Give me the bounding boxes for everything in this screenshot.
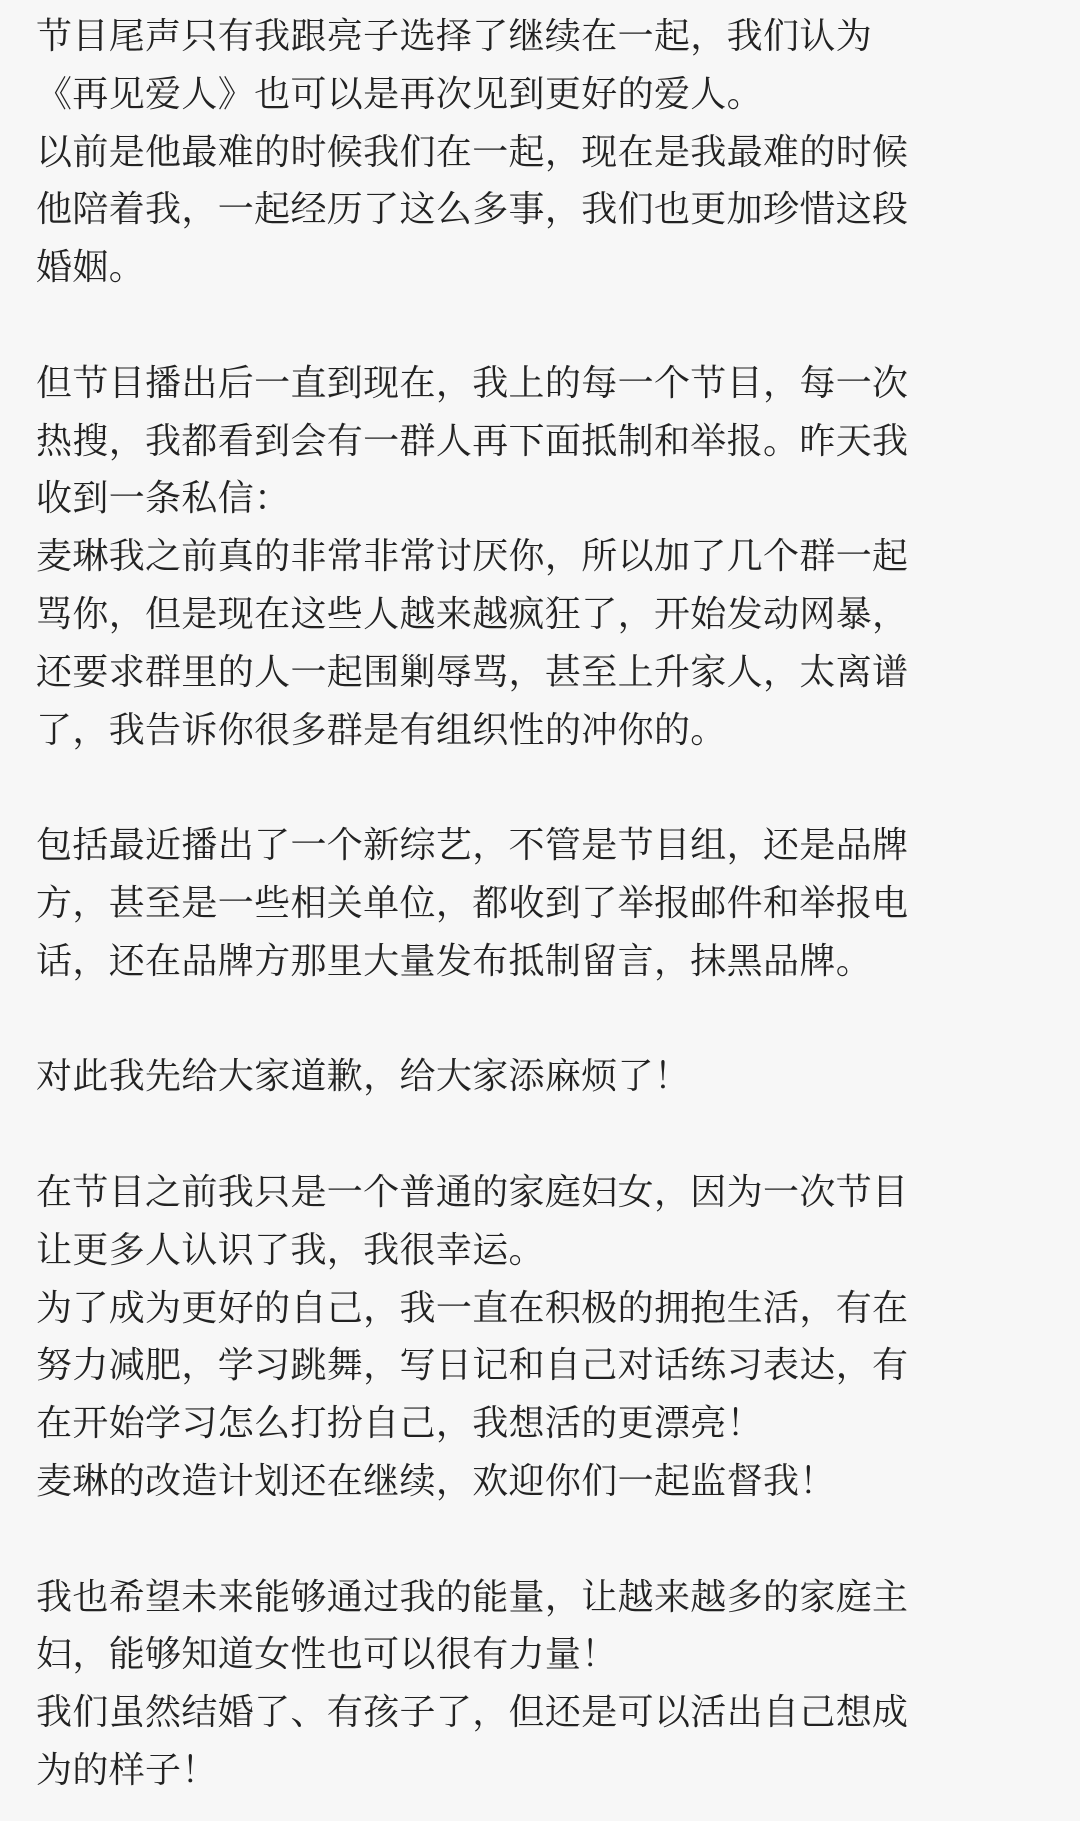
paragraph-spacer [36,991,1044,1049]
text-line: 热搜，我都看到会有一群人再下面抵制和举报。昨天我 [36,420,909,462]
paragraph-spacer [36,1511,1044,1569]
text-line: 婚姻。 [36,247,146,289]
text-line: 还要求群里的人一起围剿辱骂，甚至上升家人，太离谱 [36,651,909,693]
paragraph-spacer [36,297,1044,355]
text-line: 他陪着我，一起经历了这么多事，我们也更加珍惜这段 [36,189,909,231]
text-line: 方，甚至是一些相关单位，都收到了举报邮件和举报电 [36,882,909,924]
text-line: 《再见爱人》也可以是再次见到更好的爱人。 [36,73,764,115]
text-line: 麦琳我之前真的非常非常讨厌你，所以加了几个群一起 [36,536,909,578]
text-line: 为的样子！ [36,1749,218,1791]
text-line: 在节目之前我只是一个普通的家庭妇女，因为一次节目 [36,1171,909,1213]
text-line: 话，还在品牌方那里大量发布抵制留言，抹黑品牌。 [36,940,873,982]
text-line: 对此我先给大家道歉，给大家添麻烦了！ [36,1056,691,1098]
text-line: 我也希望未来能够通过我的能量，让越来越多的家庭主 [36,1576,909,1618]
text-line: 骂你，但是现在这些人越来越疯狂了，开始发动网暴， [36,593,909,635]
text-line: 我们虽然结婚了、有孩子了，但还是可以活出自己想成 [36,1692,909,1734]
text-line: 妇，能够知道女性也可以很有力量！ [36,1634,618,1676]
text-line: 在开始学习怎么打扮自己，我想活的更漂亮！ [36,1403,764,1445]
text-line: 麦琳的改造计划还在继续，欢迎你们一起监督我！ [36,1460,836,1502]
paragraph-spacer [36,759,1044,817]
text-line: 了，我告诉你很多群是有组织性的冲你的。 [36,709,727,751]
text-line: 包括最近播出了一个新综艺，不管是节目组，还是品牌 [36,825,909,867]
text-line: 让更多人认识了我，我很幸运。 [36,1229,545,1271]
text-line: 以前是他最难的时候我们在一起，现在是我最难的时候 [36,131,909,173]
paragraph-spacer [36,1106,1044,1164]
text-line: 为了成为更好的自己，我一直在积极的拥抱生活，有在 [36,1287,909,1329]
text-line: 收到一条私信： [36,478,291,520]
text-line: 但节目播出后一直到现在，我上的每一个节目，每一次 [36,362,909,404]
text-line: 节目尾声只有我跟亮子选择了继续在一起，我们认为 [36,16,873,57]
text-line: 努力减肥，学习跳舞，写日记和自己对话练习表达，有 [36,1345,909,1387]
